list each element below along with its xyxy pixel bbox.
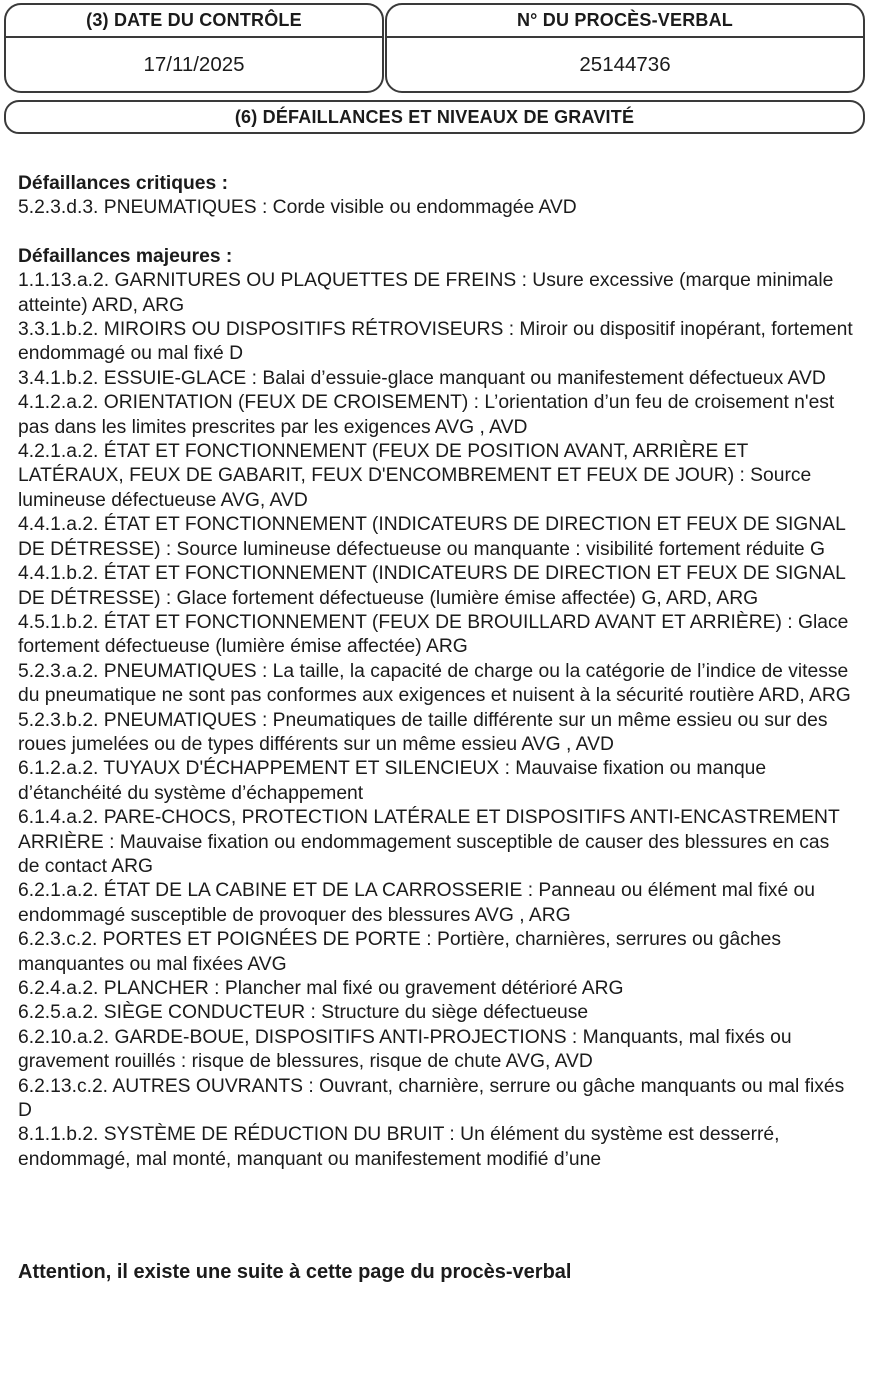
date-controle-value: 17/11/2025	[143, 52, 245, 76]
defect-item: 8.1.1.b.2. SYSTÈME DE RÉDUCTION DU BRUIT : Un élément du système est desserré, endommagé, mal monté, manquant ou manifestement modifié d’une	[18, 1124, 780, 1170]
defect-item: 3.4.1.b.2. ESSUIE-GLACE : Balai d’essuie-glace manquant ou manifestement défectueux AVD	[18, 367, 826, 389]
major-defects-heading: Défaillances majeures :	[18, 245, 233, 267]
defect-item: 4.4.1.a.2. ÉTAT ET FONCTIONNEMENT (INDICATEURS DE DIRECTION ET FEUX DE SIGNAL DE DÉTRESSE) : Source lumineuse défectueuse ou manquante : visibilité fortement réduite G	[18, 514, 846, 560]
defect-item: 6.1.4.a.2. PARE-CHOCS, PROTECTION LATÉRALE ET DISPOSITIFS ANTI-ENCASTREMENT ARRIÈRE : Mauvaise fixation ou endommagement susceptible de causer des blessures en cas de contact ARG	[18, 807, 840, 877]
defects-content	[18, 172, 854, 1285]
defect-item: 5.2.3.a.2. PNEUMATIQUES : La taille, la capacité de charge ou la catégorie de l’indice de vitesse du pneumatique ne sont pas conformes aux exigences et nuisent à la sécurité routière ARD, ARG	[18, 660, 851, 707]
critical-defects-section	[18, 172, 854, 221]
major-defects-list	[18, 269, 854, 1172]
defect-item: 6.2.1.a.2. ÉTAT DE LA CABINE ET DE LA CARROSSERIE : Panneau ou élément mal fixé ou endommagé susceptible de provoquer des blessures AVG , ARG	[18, 880, 815, 926]
defect-item: 6.2.3.c.2. PORTES ET POIGNÉES DE PORTE : Portière, charnières, serrures ou gâches manquantes ou mal fixées AVG	[18, 929, 781, 975]
defect-item: 4.4.1.b.2. ÉTAT ET FONCTIONNEMENT (INDICATEURS DE DIRECTION ET FEUX DE SIGNAL DE DÉTRESSE) : Glace fortement défectueuse (lumière émise affectée) G, ARD, ARG	[18, 563, 846, 609]
critical-defects-heading: Défaillances critiques :	[18, 173, 229, 194]
numero-pv-label: N° DU PROCÈS-VERBAL	[387, 5, 863, 38]
defect-item: 5.2.3.d.3. PNEUMATIQUES : Corde visible ou endommagée AVD	[18, 197, 577, 219]
defect-item: 4.1.2.a.2. ORIENTATION (FEUX DE CROISEMENT) : L’orientation d’un feu de croisement n'est pas dans les limites prescrites par les exigences AVG , AVD	[18, 392, 835, 438]
defect-item: 6.1.2.a.2. TUYAUX D'ÉCHAPPEMENT ET SILENCIEUX : Mauvaise fixation ou manque d’étanchéité du système d’échappement	[18, 758, 767, 804]
numero-pv-value: 25144736	[579, 52, 671, 76]
defect-item: 6.2.13.c.2. AUTRES OUVRANTS : Ouvrant, charnière, serrure ou gâche manquants ou mal fixés D	[18, 1075, 845, 1122]
defect-item: 6.2.4.a.2. PLANCHER : Plancher mal fixé ou gravement détérioré ARG	[18, 978, 624, 999]
defect-item: 1.1.13.a.2. GARNITURES OU PLAQUETTES DE FREINS : Usure excessive (marque minimale atteinte) ARD, ARG	[18, 270, 834, 316]
defect-item: 6.2.10.a.2. GARDE-BOUE, DISPOSITIFS ANTI-PROJECTIONS : Manquants, mal fixés ou gravement rouillés : risque de blessures, risque de chute AVG, AVD	[18, 1026, 792, 1073]
defect-item: 6.2.5.a.2. SIÈGE CONDUCTEUR : Structure du siège défectueuse	[18, 1002, 589, 1024]
continuation-notice: Attention, il existe une suite à cette page du procès-verbal	[18, 1261, 572, 1284]
defect-item: 4.2.1.a.2. ÉTAT ET FONCTIONNEMENT (FEUX DE POSITION AVANT, ARRIÈRE ET LATÉRAUX, FEUX DE GABARIT, FEUX D'ENCOMBREMENT ET FEUX DE JOUR) : Source lumineuse défectueuse AVG, AVD	[18, 441, 812, 511]
critical-defects-list	[18, 196, 854, 220]
defaillances-section-header: (6) DÉFAILLANCES ET NIVEAUX DE GRAVITÉ	[4, 100, 865, 134]
header-row	[4, 3, 865, 93]
date-controle-box	[4, 3, 384, 93]
date-controle-label: (3) DATE DU CONTRÔLE	[6, 5, 382, 38]
defect-item: 5.2.3.b.2. PNEUMATIQUES : Pneumatiques de taille différente sur un même essieu ou sur des roues jumelées ou de types différents sur un même essieu AVG , AVD	[18, 709, 828, 755]
defect-item: 3.3.1.b.2. MIROIRS OU DISPOSITIFS RÉTROVISEURS : Miroir ou dispositif inopérant, fortement endommagé ou mal fixé D	[18, 319, 853, 365]
defect-item: 4.5.1.b.2. ÉTAT ET FONCTIONNEMENT (FEUX DE BROUILLARD AVANT ET ARRIÈRE) : Glace fortement défectueuse (lumière émise affectée) ARG	[18, 611, 849, 658]
major-defects-section	[18, 245, 854, 1172]
numero-pv-box	[385, 3, 865, 93]
